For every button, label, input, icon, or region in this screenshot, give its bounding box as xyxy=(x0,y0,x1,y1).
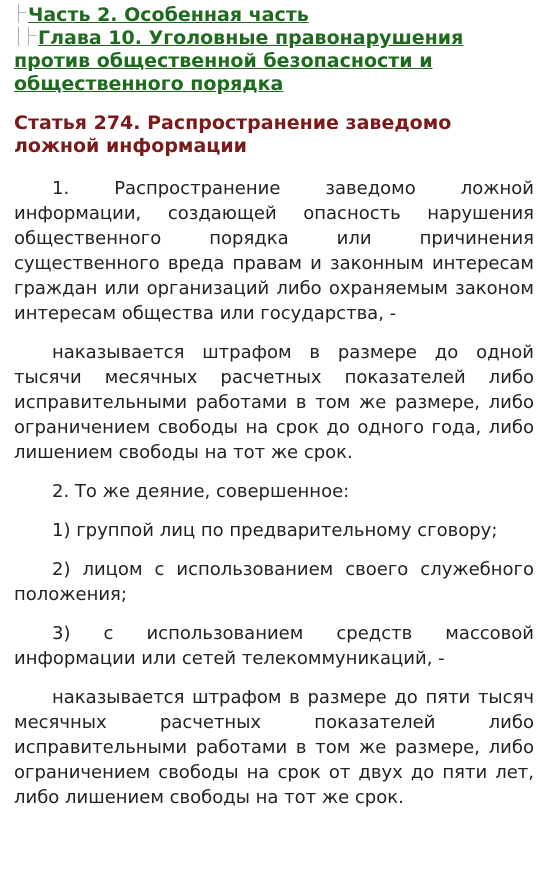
tree-branch-icon xyxy=(14,4,28,23)
nav-link-chapter[interactable]: Глава 10. Уголовные правонарушения против общественной безопасности и общественного порядка xyxy=(14,27,464,95)
paragraph-1: 1. Распространение заведомо ложной информации, создающей опасность нарушения общественного порядка или причинения существенного вреда правам и законным интересам граждан или организаций либо охраняемым законом интересам общества или государства, - xyxy=(14,178,534,324)
paragraph-6: 3) с использованием средств массовой информации или сетей телекоммуникаций, - xyxy=(14,623,534,669)
paragraph-4: 1) группой лиц по предварительному сговору; xyxy=(52,520,498,541)
paragraph-2: наказывается штрафом в размере до одной тысячи месячных расчетных показателей либо исправительными работами в том же размере, либо ограничением свободы на срок до одного года, либо лишением свободы на тот же срок. xyxy=(14,342,534,463)
paragraph-3: 2. То же деяние, совершенное: xyxy=(52,481,350,502)
article-title: Статья 274. Распространение заведомо ложной информации xyxy=(14,112,452,157)
paragraph-7: наказывается штрафом в размере до пяти тысяч месячных расчетных показателей либо исправительными работами в том же размере, либо ограничением свободы на срок от двух до пяти лет, либо лишением свободы на тот же срок. xyxy=(14,687,534,808)
tree-branch-icon xyxy=(14,27,38,46)
nav-link-part[interactable]: Часть 2. Особенная часть xyxy=(28,4,309,26)
paragraph-5: 2) лицом с использованием своего служебного положения; xyxy=(14,559,534,605)
breadcrumb-part xyxy=(14,4,534,27)
breadcrumb-chapter xyxy=(14,27,534,96)
